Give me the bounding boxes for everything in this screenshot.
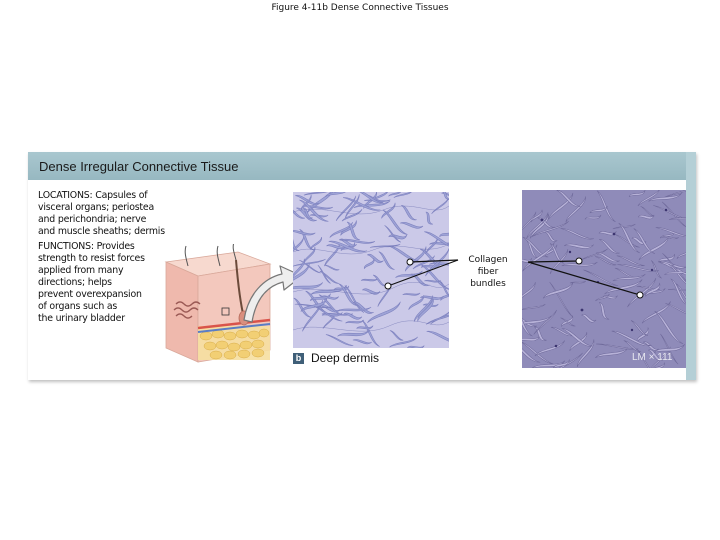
panel-header [28, 152, 686, 180]
part-label: Deep dermis [311, 351, 380, 365]
collagen-fiber-bundles-label: Collagen fiber bundles [468, 255, 508, 289]
slide-title: Figure 4-11b Dense Connective Tissues [271, 3, 449, 13]
panel-side-strip [686, 152, 696, 380]
functions-text: FUNCTIONS: Provides strength to resist forces applied from many directions; helps prevent overexpansion of organs such as the urinary bladder [38, 241, 145, 324]
panel-title: Dense Irregular Connective Tissue [39, 159, 239, 174]
locations-text: LOCATIONS: Capsules of visceral organs; periostea and perichondria; nerve and muscle sheaths; dermis [38, 190, 165, 237]
magnification-label: LM × 111 [632, 352, 673, 363]
part-letter-badge: b [293, 353, 304, 364]
figure-panel [28, 152, 696, 380]
micrograph-drawing-icon [293, 192, 449, 348]
micrograph-photo-icon [522, 190, 686, 368]
